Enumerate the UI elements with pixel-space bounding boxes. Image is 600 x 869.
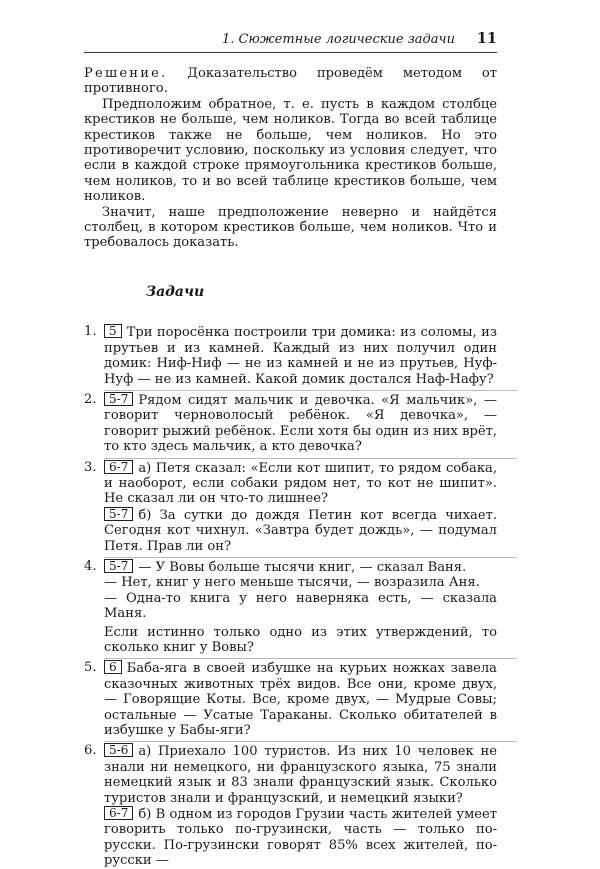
problem-body: б) За сутки до дождя Петин кот всегда чихает. Сегодня кот чихнул. «Завтра будет дождь», — подумал Петя. Прав ли он? <box>104 507 497 554</box>
dialogue-line: — Одна-то книга у него наверняка есть, — сказала Маня. <box>104 590 497 622</box>
dialogue-line: — Нет, книг у него меньше тысячи, — возразила Аня. <box>104 575 480 591</box>
problem-list <box>84 324 497 868</box>
grade-badge: 6-7 <box>104 460 133 474</box>
problem-part-a <box>104 460 497 507</box>
running-title: 1. Сюжетные логические задачи <box>221 32 455 47</box>
problem-item <box>84 660 497 738</box>
solution-conclusion: Значит, наше предположение неверно и найдётся столбец, в котором крестиков больше, чем ноликов. Что и требовалось доказать. <box>84 204 497 251</box>
grade-badge: 5-7 <box>104 392 133 406</box>
problem-body: б) В одном из городов Грузии часть жителей умеет говорить только по-грузински, часть — только по-русски. По-грузински говорят 85% всех жителей, по-русски — <box>104 807 497 869</box>
problem-item <box>84 324 497 387</box>
section-heading: Задачи <box>146 283 205 300</box>
problem-number: 1. <box>84 324 97 340</box>
problem-item <box>84 392 497 455</box>
problem-number: 4. <box>84 558 97 574</box>
problem-part-a <box>104 743 497 806</box>
page-body <box>84 66 497 869</box>
problem-number: 3. <box>84 459 97 475</box>
solution-intro-text: Доказательство проведём методом от противного. <box>84 66 497 97</box>
grade-badge: 6-7 <box>104 806 133 820</box>
problem-text <box>104 392 497 455</box>
running-header <box>84 30 497 53</box>
problem-number: 2. <box>84 391 97 407</box>
problem-body: Рядом сидят мальчик и девочка. «Я мальчик», — говорит черноволосый ребёнок. «Я девочка», — говорит рыжий ребёнок. Если хотя бы один из них врёт, то кто здесь мальчик, а кто девочка? <box>104 392 497 455</box>
problem-item <box>84 460 497 554</box>
dialogue-line <box>104 559 497 575</box>
problem-question: Если истинно только одно из этих утверждений, то сколько книг у Вовы? <box>104 624 497 655</box>
grade-badge: 5-7 <box>104 507 133 521</box>
solution-paragraph: Предположим обратное, т. е. пусть в каждом столбце крестиков не больше, чем ноликов. Тогда во всей таблице крестиков также не больше, чем ноликов. Но это противоречит условию, поскольку из условия следует, что если в каждой строке прямоугольника крестиков больше, чем ноликов, то и во всей таблице крестиков больше, чем ноликов. <box>84 96 497 205</box>
problem-body: а) Петя сказал: «Если кот шипит, то рядом собака, и наоборот, если собаки рядом нет, то кот не шипит». Не сказал ли он что-то лишнее? <box>104 460 497 507</box>
problem-text <box>104 324 497 387</box>
grade-badge: 5 <box>104 324 122 338</box>
grade-badge: 5-6 <box>104 743 133 757</box>
problem-body: а) Приехало 100 туристов. Из них 10 человек не знали ни немецкого, ни французского языка, 75 знали немецкий язык и 83 знали французский язык. Сколько туристов знали и французский, и немецкий языки? <box>104 744 497 806</box>
problem-item <box>84 743 497 868</box>
problem-body: Баба-яга в своей избушке на курьих ножках завела сказочных животных трёх видов. Все они, кроме двух, — Говорящие Коты. Все, кроме двух, — Мудрые Совы; остальные — Усатые Тараканы. Сколько обитателей в избушке у Бабы-яги? <box>104 661 497 739</box>
grade-badge: 5-7 <box>104 559 133 573</box>
dialogue-text: — У Вовы больше тысячи книг, — сказал Ваня. <box>138 559 467 575</box>
problem-item <box>84 559 497 655</box>
grade-badge: 6 <box>104 660 122 674</box>
problem-part-b <box>104 507 497 554</box>
page-number: 11 <box>476 30 497 47</box>
problem-number: 6. <box>84 743 97 759</box>
problem-body: Три поросёнка построили три домика: из соломы, из прутьев и из камней. Каждый из них получил один домик: Ниф-Ниф — не из камней и не из прутьев, Нуф-Нуф — не из камней. Какой домик достался Наф-Нафу? <box>104 325 497 387</box>
problem-text <box>104 660 497 738</box>
solution-intro <box>84 66 497 97</box>
problem-part-b <box>104 806 497 869</box>
solution-label: Решение. <box>84 66 168 81</box>
problem-number: 5. <box>84 660 97 676</box>
